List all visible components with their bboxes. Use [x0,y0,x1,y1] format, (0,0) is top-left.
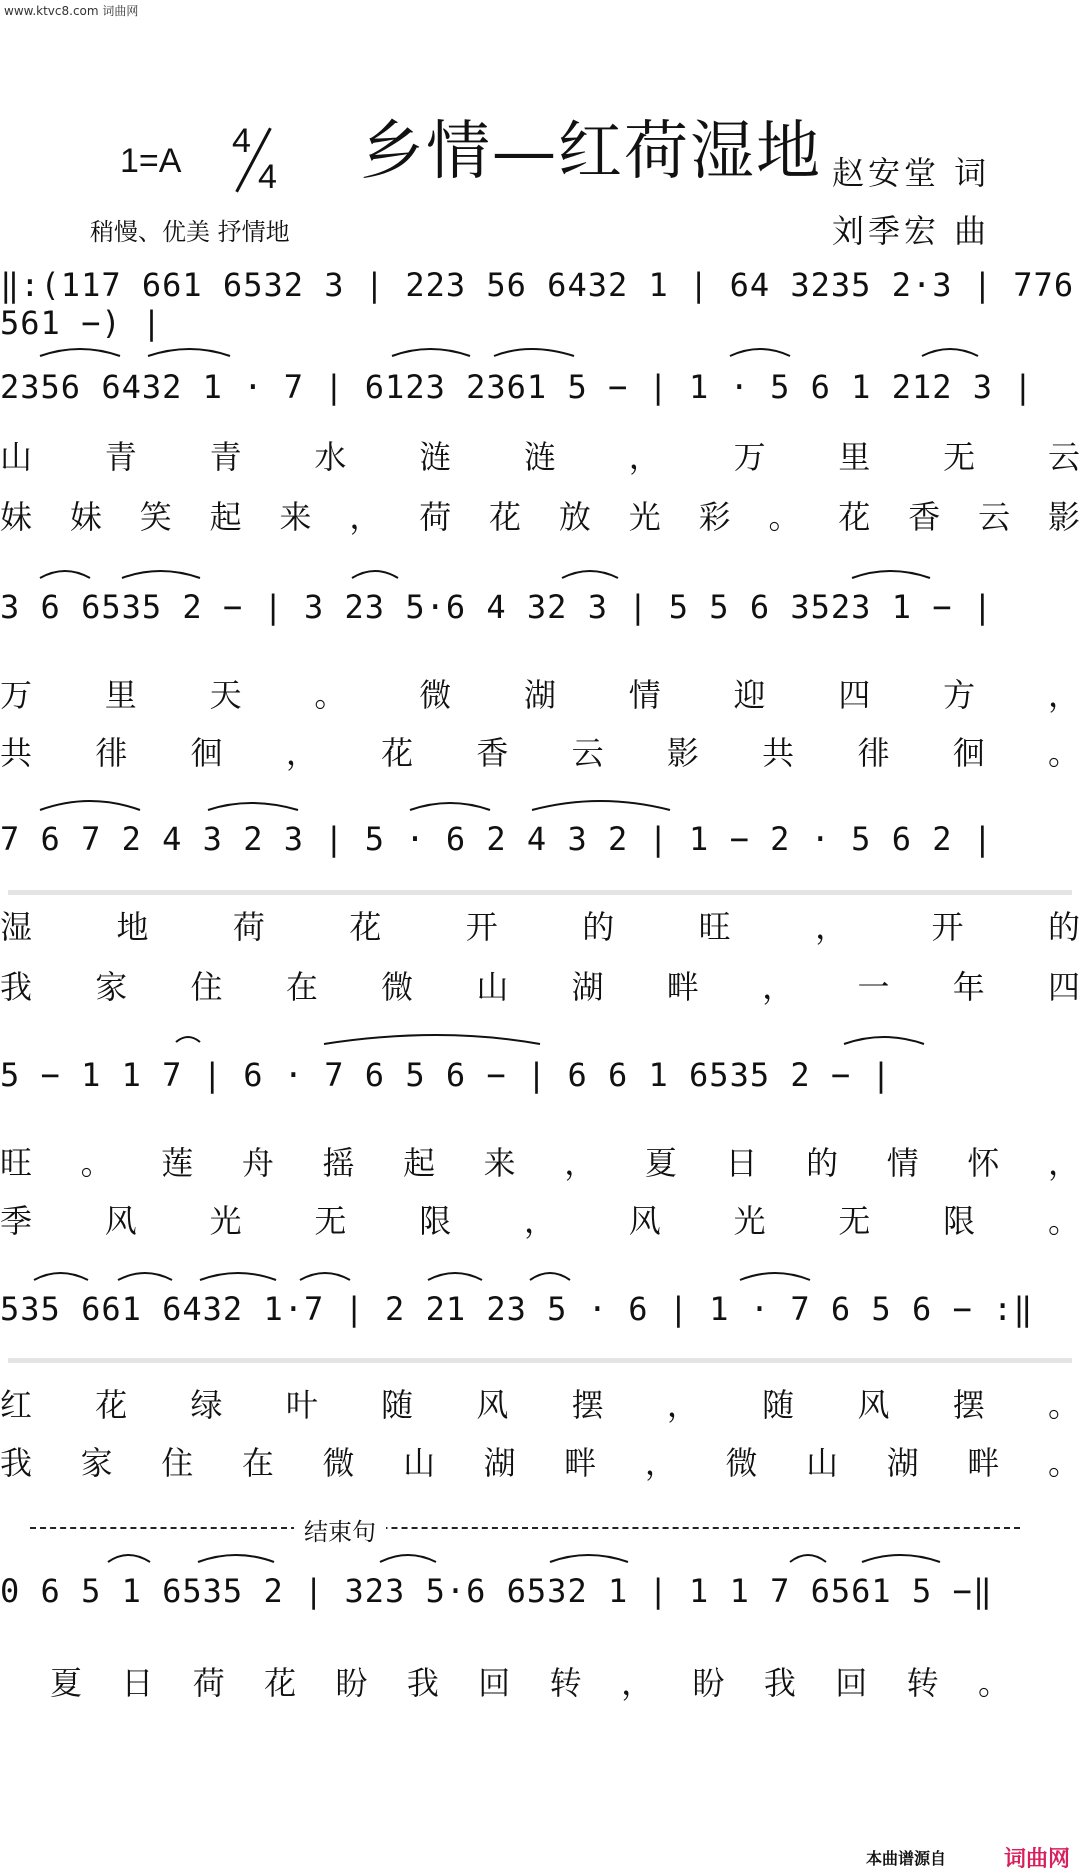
notes-row-7: 0 6 5 1 6535 2 | 323 5·6 6532 1 | 1 1 7 6561 5 −‖ [0,1572,994,1610]
notes-row-5: 5 − 1 1 7 | 6 · 7 6 5 6 − | 6 6 1 6535 2 − | [0,1056,892,1094]
ending-bracket [30,1527,1020,1531]
score-row-5 [0,1028,1080,1118]
notes-row-3: 3 6 6535 2 − | 3 23 5·6 4 32 3 | 5 5 6 3523 1 − | [0,588,994,626]
notes-row-1: ‖:(117 661 6532 3 | 223 56 6432 1 | 64 3235 2·3 | 776 561 −) | [0,266,1075,342]
score-row-2 [0,340,1080,430]
lyrics-row-4-verse-1: 湿地荷花开的旺，开的 [0,908,1080,946]
composer-credit: 刘季宏 曲 [832,212,991,250]
key-signature: 1=A [120,142,182,180]
lyrics-row-6-verse-1: 红花绿叶随风摆，随风摆。 [0,1386,1080,1424]
lyrics-row-4-verse-2: 我家住在微山湖畔，一年四 [0,968,1080,1006]
lyricist-credit: 赵安堂 词 [832,154,991,192]
score-row-4 [0,792,1080,882]
score-row-6 [0,1262,1080,1352]
meter-numerator: 4 [232,122,251,160]
score-row-7 [0,1544,1080,1634]
time-signature [228,118,288,198]
section-divider-1 [8,890,1072,895]
footer-source-text: 本曲谱源自 [866,1849,947,1868]
lyrics-row-3-verse-2: 共徘徊，花香云影共徘徊。 [0,734,1080,772]
notes-row-2: 2356 6432 1 · 7 | 6123 2361 5 − | 1 · 5 6 1 212 3 | [0,368,1034,406]
footer-site-logo[interactable]: 词曲网 [1004,1847,1071,1872]
lyrics-row-3-verse-1: 万里天。微湖情迎四方， [0,676,1080,714]
lyrics-row-6-verse-2: 我家住在微山湖畔，微山湖畔。 [0,1444,1080,1482]
ending-label: 结束句 [294,1512,386,1547]
section-divider-2 [8,1358,1072,1363]
lyrics-row-5-verse-2: 季风光无限，风光无限。 [0,1202,1080,1240]
meter-denominator: 4 [258,158,277,196]
notes-row-6: 535 661 6432 1·7 | 2 21 23 5 · 6 | 1 · 7 6 5 6 − :‖ [0,1290,1034,1328]
watermark: www.ktvc8.com 词曲网 [4,4,139,18]
lyrics-row-2-verse-2: 妹妹笑起来，荷花放光彩。花香云影 [0,498,1080,536]
lyrics-row-7: 夏日荷花盼我回转，盼我回转。 [50,1664,1010,1702]
score-row-1 [0,238,1080,342]
lyrics-row-5-verse-1: 旺。莲舟摇起来，夏日的情怀， [0,1144,1080,1182]
tempo-marking: 稍慢、优美 抒情地 [90,218,290,246]
notes-row-4: 7 6 7 2 4 3 2 3 | 5 · 6 2 4 3 2 | 1 − 2 · 5 6 2 | [0,820,994,858]
score-row-3 [0,560,1080,650]
lyrics-row-2-verse-1: 山青青水涟涟，万里无云 [0,438,1080,476]
song-title: 乡情—红荷湿地 [360,115,822,189]
